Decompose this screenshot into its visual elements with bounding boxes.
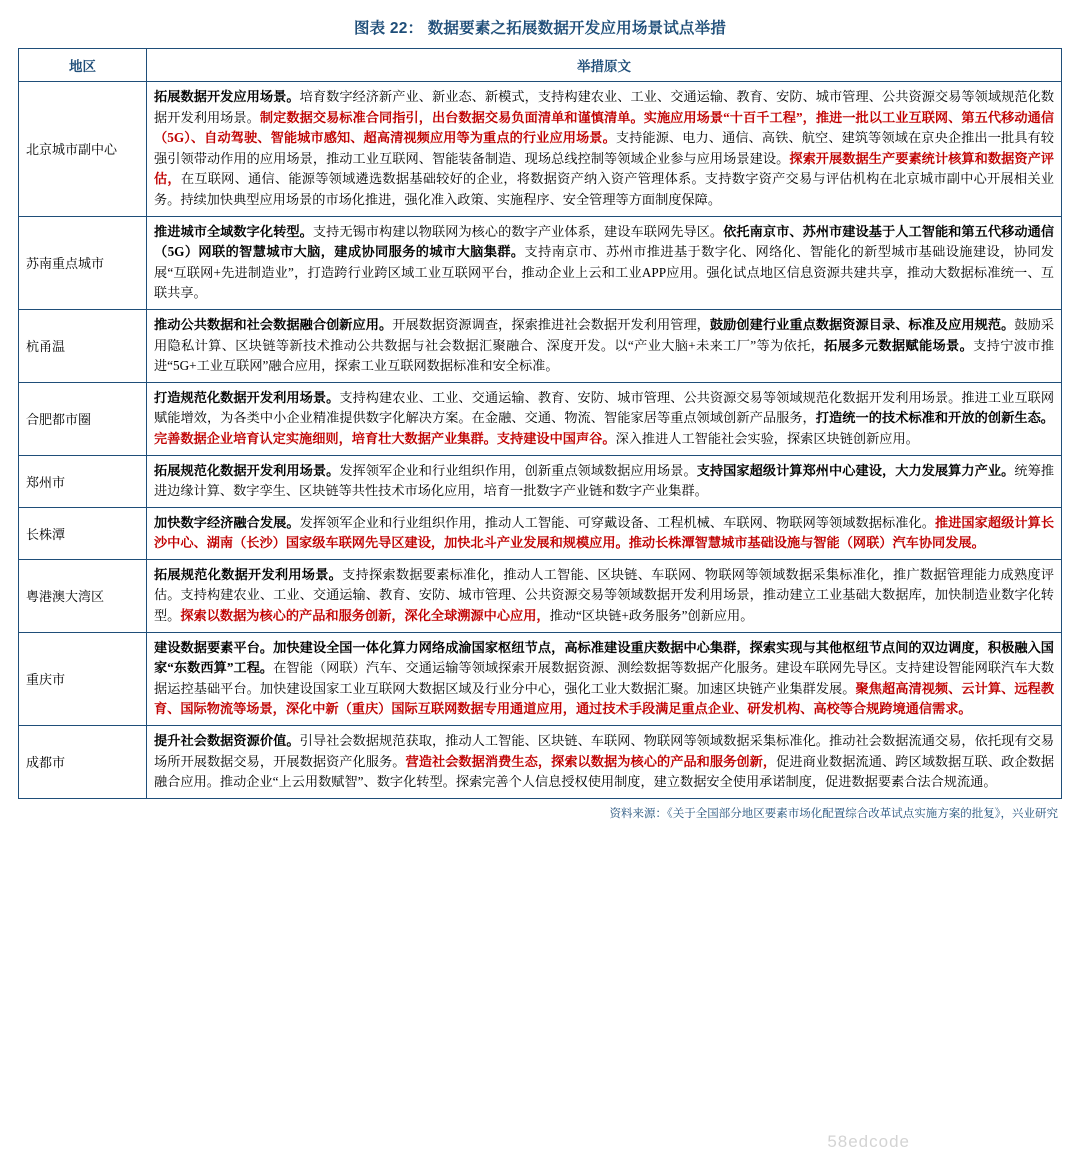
column-header-content: 举措原文 bbox=[147, 49, 1062, 82]
text-segment: 拓展数据开发应用场景。 bbox=[154, 89, 300, 104]
table-row bbox=[19, 216, 1062, 309]
text-segment: 深入推进人工智能社会实验，探索区块链创新应用。 bbox=[615, 430, 919, 446]
region-cell: 北京城市副中心 bbox=[19, 82, 147, 217]
text-segment: 拓展规范化数据开发利用场景。 bbox=[154, 462, 340, 478]
measure-text-cell bbox=[147, 507, 1062, 559]
table-body bbox=[19, 82, 1062, 799]
text-segment: 支持构建农业、工业、交通运输、教育、安防、城市管理、公共资源交易等领域规范化数据开发利用场景。推进工业互联网赋能增效，为各类中小企业精准提供数字化解决方案。在金融、交通、物流、智能家居等重点领域创新产品服务， bbox=[154, 389, 1055, 426]
region-cell: 苏南重点城市 bbox=[19, 216, 147, 309]
text-segment: 推动公共数据和社会数据融合创新应用。 bbox=[154, 316, 393, 332]
measure-text-cell bbox=[147, 726, 1062, 799]
text-segment: 支持国家超级计算郑州中心建设，大力发展算力产业。 bbox=[696, 462, 1015, 478]
table-row bbox=[19, 382, 1062, 455]
text-segment: 支持无锡市构建以物联网为核心的数字产业体系，建设车联网先导区。 bbox=[312, 223, 724, 239]
column-header-region: 地区 bbox=[19, 49, 147, 82]
text-segment: 鼓励创建行业重点数据资源目录、标准及应用规范。 bbox=[709, 316, 1015, 332]
measure-text-cell bbox=[147, 559, 1062, 632]
text-segment: 统筹推进边缘计算、数字孪生、区块链等共性技术市场化应用，培育一批数字产业链和数字产业集群。 bbox=[154, 462, 1055, 499]
text-segment: 在互联网、通信、能源等领域遴选数据基础较好的企业，将数据资产纳入资产管理体系。支持数字资产交易与评估机构在北京城市副中心开展相关业务。持续加快典型应用场景的市场化推进，强化准入政策、实施程序、安全管理等方面制度保障。 bbox=[154, 171, 1054, 207]
text-segment: 探索开展数据生产要素统计核算和数据资产评估， bbox=[154, 150, 1054, 187]
text-segment: 推动“区块链+政务服务”创新应用。 bbox=[549, 608, 754, 624]
measure-text-cell bbox=[147, 216, 1062, 309]
text-segment: 引导社会数据规范获取，推动人工智能、区块链、车联网、物联网等领域数据采集标准化。推动社会数据流通交易，依托现有交易场所开展数据交易，开展数据资产化服务。 bbox=[154, 733, 1055, 769]
table-row bbox=[19, 559, 1062, 632]
text-segment: 依托南京市、苏州市建设基于人工智能和第五代移动通信（5G）网联的智慧城市大脑，建成协同服务的城市大脑集群。 bbox=[154, 223, 1055, 260]
region-cell: 合肥都市圈 bbox=[19, 382, 147, 455]
text-segment: 支持宁波市推进“5G+工业互联网”融合应用，探索工业互联网数据标准和安全标准。 bbox=[154, 337, 1055, 374]
text-segment: 开展数据资源调查，探索推进社会数据开发利用管理， bbox=[392, 316, 710, 332]
measures-table bbox=[18, 48, 1062, 799]
text-segment: 支持能源、电力、通信、高铁、航空、建筑等领域在京央企推出一批具有较强引领带动作用的应用场景，推动工业互联网、智能装备制造、现场总线控制等领域企业参与应用场景建设。 bbox=[154, 130, 1054, 166]
text-segment: 建设数据要素平台。 bbox=[154, 639, 274, 655]
table-row bbox=[19, 309, 1062, 382]
region-cell: 重庆市 bbox=[19, 632, 147, 725]
text-segment: 推进国家超级计算长沙中心、湖南（长沙）国家级车联网先导区建设，加快北斗产业发展和规模应用。推动长株潭智慧城市基础设施与智能（网联）汽车协同发展。 bbox=[154, 514, 1055, 551]
text-segment: 发挥领军企业和行业组织作用，推动人工智能、可穿戴设备、工程机械、车联网、物联网等领域数据标准化。 bbox=[299, 514, 935, 530]
table-row bbox=[19, 82, 1062, 217]
text-segment: 促进商业数据流通、跨区域数据互联、政企数据融合应用。推动企业“上云用数赋智”、数字化转型。探索完善个人信息授权使用制度，建立数据安全使用承诺制度，促进数据要素合法合规流通。 bbox=[154, 753, 1055, 790]
table-row bbox=[19, 726, 1062, 799]
text-segment: 加快数字经济融合发展。 bbox=[154, 514, 300, 530]
text-segment: 支持南京市、苏州市推进基于数字化、网络化、智能化的新型城市基础设施建设，协同发展“互联网+先进制造业”，打造跨行业跨区域工业互联网平台，推动企业上云和工业APP应用。强化试点地区信息资源共建共享，推动大数据标准统一、互联共享。 bbox=[154, 244, 1054, 301]
text-segment: 推进城市全域数字化转型。 bbox=[154, 223, 313, 239]
text-segment: 培育数字经济新产业、新业态、新模式，支持构建农业、工业、交通运输、教育、安防、城市管理、公共资源交易等领域规范化数据开发利用场景。 bbox=[154, 89, 1055, 125]
region-cell: 成都市 bbox=[19, 726, 147, 799]
measure-text-cell bbox=[147, 382, 1062, 455]
measure-text-cell bbox=[147, 82, 1062, 217]
text-segment: 提升社会数据资源价值。 bbox=[154, 733, 300, 749]
page-title: 图表 22： 数据要素之拓展数据开发应用场景试点举措 bbox=[353, 20, 727, 37]
text-segment: 加快建设全国一体化算力网络成渝国家枢纽节点，高标准建设重庆数据中心集群，探索实现与其他枢纽节点间的双边调度，积极融入国家“东数西算”工程。 bbox=[154, 639, 1054, 676]
region-cell: 郑州市 bbox=[19, 455, 147, 507]
text-segment: 鼓励采用隐私计算、区块链等新技术推动公共数据与社会数据汇聚融合、深度开发。以“产业大脑+未来工厂”等为依托， bbox=[154, 316, 1055, 353]
measure-text-cell bbox=[147, 309, 1062, 382]
text-segment: 制定数据交易标准合同指引，出台数据交易负面清单和谨慎清单。实施应用场景“十百千工程”，推进一批以工业互联网、第五代移动通信（5G）、自动驾驶、智能城市感知、超高清视频应用等为重点的行业应用场景。 bbox=[154, 109, 1055, 146]
region-cell: 杭甬温 bbox=[19, 309, 147, 382]
text-segment: 拓展多元数据赋能场景。 bbox=[824, 337, 974, 353]
text-segment: 探索以数据为核心的产品和服务创新，深化全球溯源中心应用， bbox=[180, 608, 550, 624]
text-segment: 营造社会数据消费生态，探索以数据为核心的产品和服务创新， bbox=[405, 753, 777, 769]
table-row bbox=[19, 632, 1062, 725]
source-note: 资料来源：《关于全国部分地区要素市场化配置综合改革试点实施方案的批复》，兴业研究 bbox=[609, 807, 1058, 820]
text-segment: 发挥领军企业和行业组织作用，创新重点领域数据应用场景。 bbox=[339, 462, 697, 478]
text-segment: 支持探索数据要素标准化，推动人工智能、区块链、车联网、物联网等领域数据采集标准化，推广数据管理能力成熟度评估。支持构建农业、工业、交通运输、教育、安防、城市管理、公共资源交易等领域数据开发利用场景，推动建立工业基础大数据库，加快制造业数字化转型。 bbox=[154, 566, 1055, 624]
text-segment: 完善数据企业培育认定实施细则，培育壮大数据产业集群。支持建设中国声谷。 bbox=[154, 430, 616, 446]
measure-text-cell bbox=[147, 632, 1062, 725]
region-cell: 长株潭 bbox=[19, 507, 147, 559]
text-segment: 拓展规范化数据开发利用场景。 bbox=[154, 566, 343, 582]
text-segment: 聚焦超高清视频、云计算、远程教育、国际物流等场景，深化中新（重庆）国际互联网数据专用通道应用，通过技术手段满足重点企业、研发机构、高校等合规跨境通信需求。 bbox=[154, 680, 1055, 717]
watermark: 58edcode bbox=[827, 1132, 910, 1151]
table-row bbox=[19, 455, 1062, 507]
region-cell: 粤港澳大湾区 bbox=[19, 559, 147, 632]
text-segment: 打造规范化数据开发利用场景。 bbox=[154, 389, 340, 405]
measure-text-cell bbox=[147, 455, 1062, 507]
table-header-row bbox=[19, 49, 1062, 82]
table-row bbox=[19, 507, 1062, 559]
text-segment: 在智能（网联）汽车、交通运输等领域探索开展数据资源、测绘数据等数据产化服务。建设车联网先导区。支持建设智能网联汽车大数据运控基础平台。加快建设国家工业互联网大数据区域及行业分中心，强化工业大数据汇聚。加速区块链产业集群发展。 bbox=[154, 660, 1055, 696]
text-segment: 打造统一的技术标准和开放的创新生态。 bbox=[815, 410, 1054, 426]
